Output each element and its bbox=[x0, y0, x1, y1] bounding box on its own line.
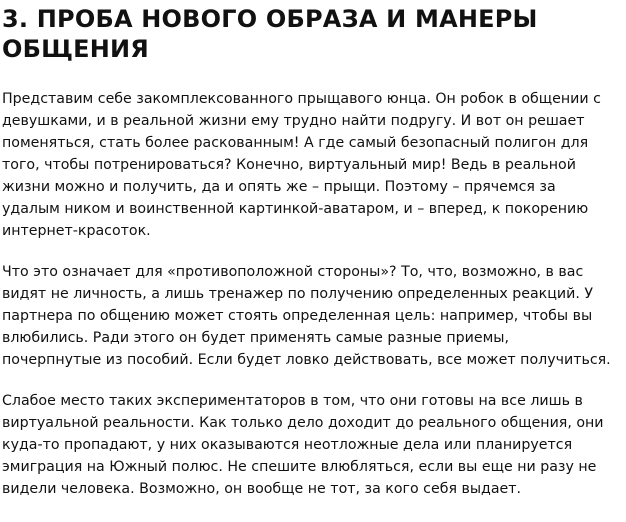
paragraph-2 bbox=[2, 261, 622, 371]
text-line: виртуальной реальности. Как только дело доходит до реального общения, они bbox=[2, 415, 604, 431]
text-line: Что это означает для «противоположной стороны»? То, что, возможно, в вас bbox=[2, 264, 584, 280]
text-line: почерпнутые из пособий. Если будет ловко действовать, все может получиться. bbox=[2, 352, 611, 368]
text-line: удалым ником и воинственной картинкой-аватаром, и – вперед, к покорению bbox=[2, 201, 589, 217]
text-line: куда-то пропадают, у них оказываются неотложные дела или планируется bbox=[2, 437, 573, 453]
text-line: Представим себе закомплексованного прыщавого юнца. Он робок в общении с bbox=[2, 91, 601, 107]
paragraph-3 bbox=[2, 390, 622, 500]
text-line: интернет-красоток. bbox=[2, 223, 151, 239]
article bbox=[2, 4, 622, 500]
heading-line: ОБЩЕНИЯ bbox=[2, 35, 149, 63]
text-line: Слабое место таких экспериментаторов в том, что они готовы на все лишь в bbox=[2, 393, 583, 409]
text-line: влюбились. Ради этого он будет применять самые разные приемы, bbox=[2, 330, 510, 346]
heading-line: 3. ПРОБА НОВОГО ОБРАЗА И МАНЕРЫ bbox=[2, 5, 538, 33]
text-line: партнера по общению может стоять определенная цель: например, чтобы вы bbox=[2, 308, 593, 324]
text-line: жизни можно и получить, да и опять же – прыщи. Поэтому – прячемся за bbox=[2, 179, 556, 195]
article-heading bbox=[2, 4, 622, 64]
paragraph-1 bbox=[2, 88, 622, 242]
text-line: видели человека. Возможно, он вообще не тот, за кого себя выдает. bbox=[2, 481, 522, 497]
text-line: видят не личность, а лишь тренажер по получению определенных реакций. У bbox=[2, 286, 594, 302]
text-line: того, чтобы потренироваться? Конечно, виртуальный мир! Ведь в реальной bbox=[2, 157, 576, 173]
text-line: поменяться, стать более раскованным! А где самый безопасный полигон для bbox=[2, 135, 589, 151]
text-line: девушками, и в реальной жизни ему трудно найти подругу. И вот он решает bbox=[2, 113, 585, 129]
text-line: эмиграция на Южный полюс. Не спешите влюбляться, если вы еще ни разу не bbox=[2, 459, 597, 475]
